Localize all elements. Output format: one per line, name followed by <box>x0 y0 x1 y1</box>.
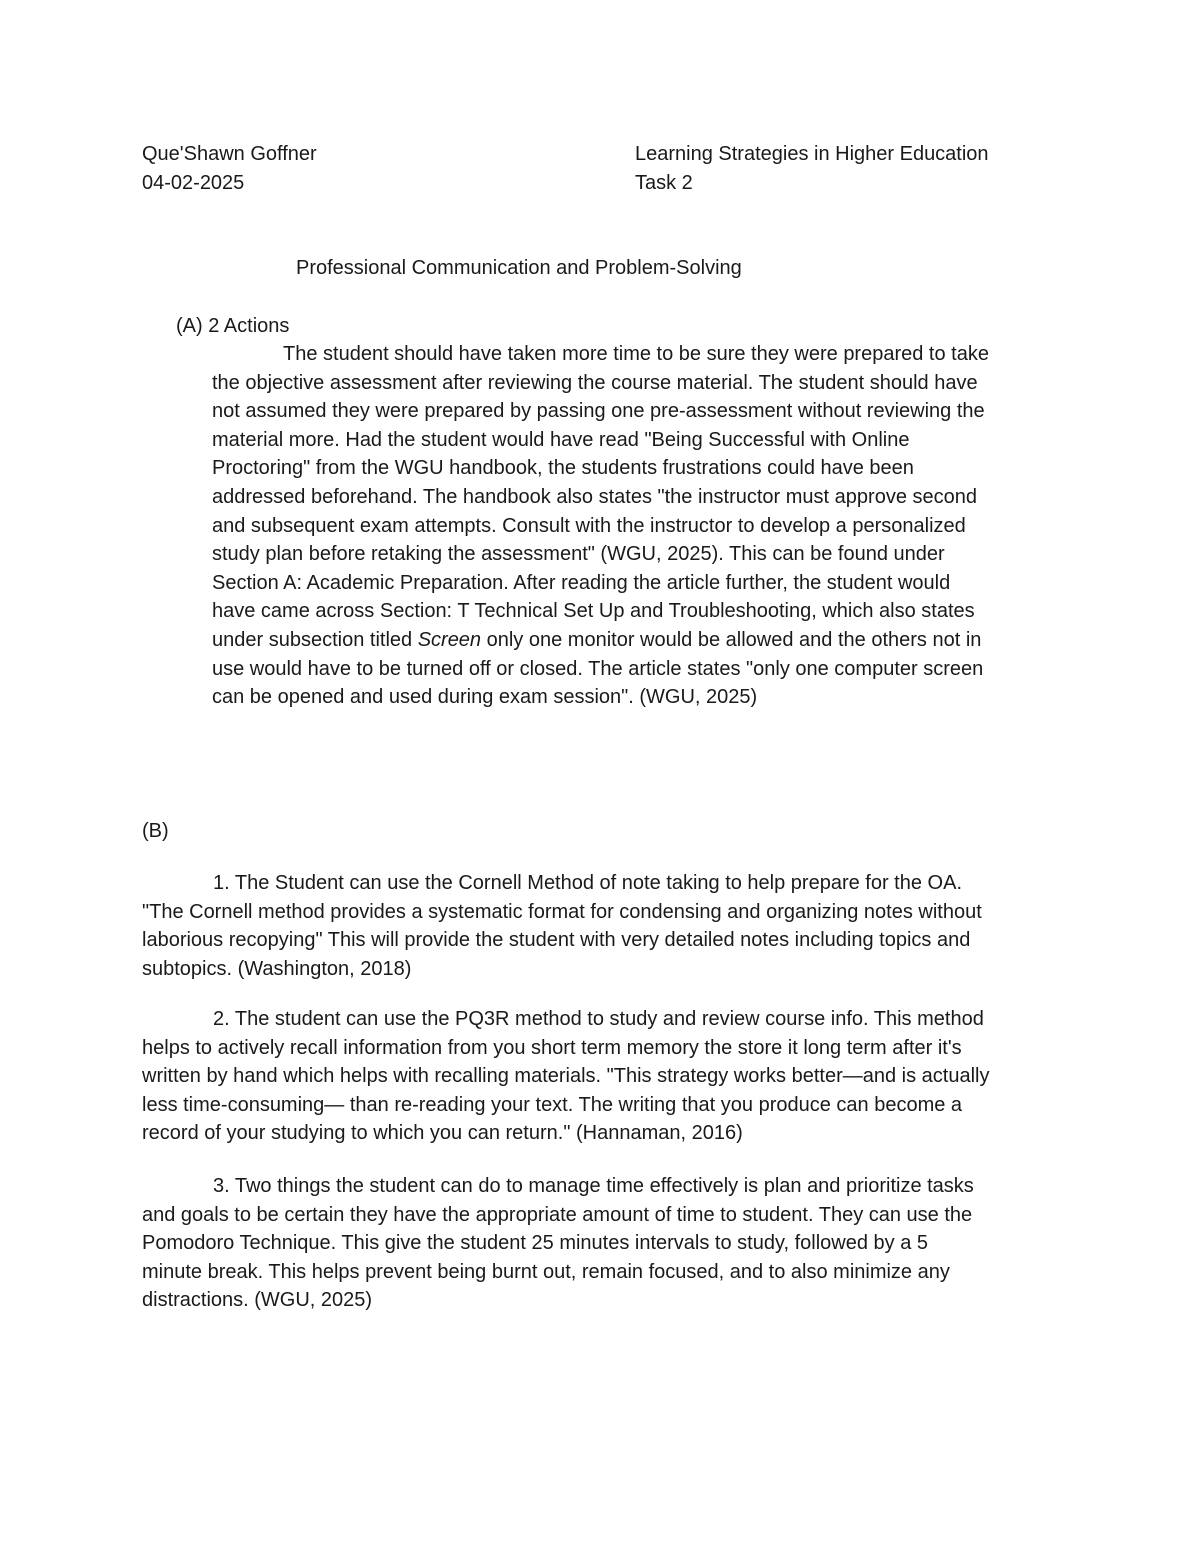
paragraph-line: can be opened and used during exam session". (WGU, 2025) <box>212 686 758 709</box>
course-name: Learning Strategies in Higher Education <box>635 143 989 165</box>
list-item-line: helps to actively recall information from you short term memory the store it long term after it's <box>142 1036 962 1059</box>
list-item-line: record of your studying to which you can return." (Hannaman, 2016) <box>142 1122 743 1145</box>
section-b-heading: (B) <box>142 820 169 842</box>
paragraph-line: addressed beforehand. The handbook also states "the instructor must approve second <box>212 485 977 508</box>
paragraph-line: material more. Had the student would have read "Being Successful with Online <box>212 428 910 451</box>
paragraph-line: the objective assessment after reviewing the course material. The student should have <box>212 371 978 394</box>
list-item-time-management <box>142 1172 1082 1315</box>
list-item-cornell <box>142 869 1082 983</box>
list-item-line: 1. The Student can use the Cornell Method of note taking to help prepare for the OA. <box>213 872 962 894</box>
author-name: Que'Shawn Goffner <box>142 143 317 165</box>
list-item-line: less time-consuming— than re-reading your text. The writing that you produce can become a <box>142 1093 963 1116</box>
screen-emphasis: Screen <box>417 628 482 651</box>
line-fragment: only one monitor would be allowed and the others not in <box>481 628 982 651</box>
list-item-line: "The Cornell method provides a systematic format for condensing and organizing notes without <box>142 900 982 923</box>
paragraph-line: have came across Section: T Technical Set Up and Troubleshooting, which also states <box>212 600 975 623</box>
list-item-pq3r <box>142 1005 1082 1148</box>
list-item-line: written by hand which helps with recalling materials. "This strategy works better—and is actually <box>142 1065 990 1088</box>
list-item-line: laborious recopying" This will provide the student with very detailed notes including topics and <box>142 929 971 952</box>
list-item-line: Pomodoro Technique. This give the student 25 minutes intervals to study, followed by a 5 <box>142 1232 929 1255</box>
task-label: Task 2 <box>635 172 693 194</box>
document-date: 04-02-2025 <box>142 172 245 194</box>
paragraph-line: Section A: Academic Preparation. After reading the article further, the student would <box>212 571 951 594</box>
paragraph-line: use would have to be turned off or closed. The article states "only one computer screen <box>212 657 984 680</box>
paragraph-line: study plan before retaking the assessment" (WGU, 2025). This can be found under <box>212 543 945 566</box>
list-item-line: 3. Two things the student can do to manage time effectively is plan and prioritize tasks <box>213 1175 974 1197</box>
document-title: Professional Communication and Problem-Solving <box>296 257 742 279</box>
paragraph-line: not assumed they were prepared by passing one pre-assessment without reviewing the <box>212 400 985 423</box>
section-a-paragraph <box>212 340 1072 712</box>
list-item-line: 2. The student can use the PQ3R method to study and review course info. This method <box>213 1008 984 1030</box>
list-item-line: minute break. This helps prevent being burnt out, remain focused, and to also minimize any <box>142 1260 950 1283</box>
paragraph-line: Proctoring" from the WGU handbook, the students frustrations could have been <box>212 457 914 480</box>
list-item-line: and goals to be certain they have the appropriate amount of time to student. They can use the <box>142 1203 973 1226</box>
list-item-line: distractions. (WGU, 2025) <box>142 1289 373 1312</box>
section-a-heading: (A) 2 Actions <box>176 315 290 337</box>
paragraph-line-screen <box>212 626 1072 655</box>
paragraph-line: and subsequent exam attempts. Consult with the instructor to develop a personalized <box>212 514 966 537</box>
list-item-line: subtopics. (Washington, 2018) <box>142 957 412 980</box>
paragraph-line: The student should have taken more time to be sure they were prepared to take <box>283 343 989 365</box>
line-fragment: under subsection titled <box>212 628 418 651</box>
